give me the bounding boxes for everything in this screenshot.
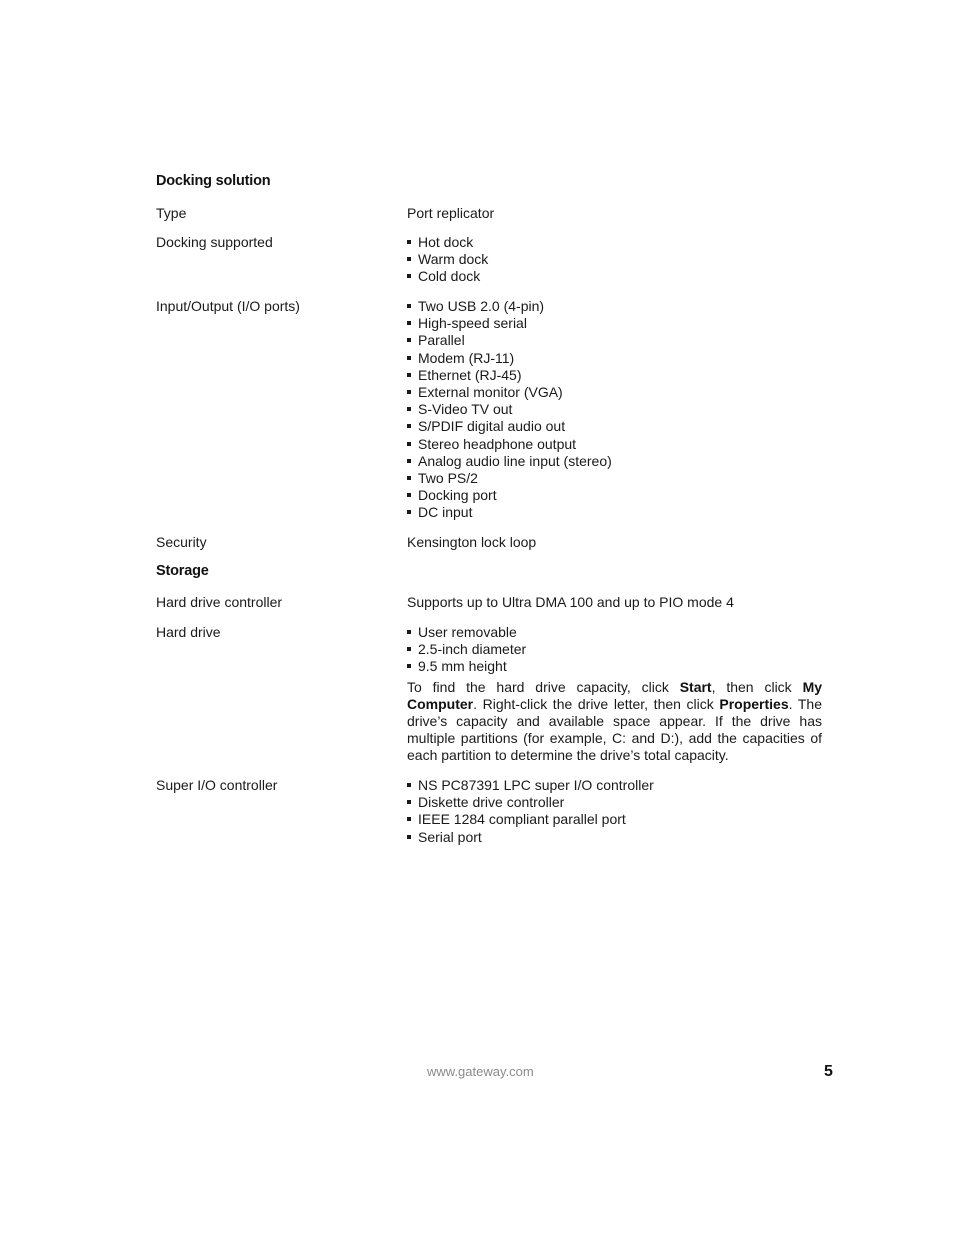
my-computer-term: My Computer	[407, 678, 823, 712]
spec-label: Type	[156, 205, 187, 221]
list-item: Hot dock	[407, 234, 827, 251]
list-item: DC input	[407, 504, 827, 521]
section-heading-docking: Docking solution	[156, 173, 271, 189]
list-item: Ethernet (RJ-45)	[407, 367, 827, 384]
list-item: Two PS/2	[407, 470, 827, 487]
page-number: 5	[824, 1063, 833, 1080]
properties-term: Properties	[719, 695, 789, 712]
hard-drive-capacity-note: To find the hard drive capacity, click Start, then click My Computer. Right-click the drive letter, then click Properties. The drive’s capacity and available space appear. If the drive has multiple partitions (for example, C: and D:), add the capacities of each partition to determine the drive’s total capacity.	[407, 678, 823, 763]
spec-label: Docking supported	[156, 234, 273, 250]
list-item: External monitor (VGA)	[407, 384, 827, 401]
spec-label: Super I/O controller	[156, 777, 278, 793]
footer-url: www.gateway.com	[427, 1064, 534, 1079]
section-heading-storage: Storage	[156, 563, 209, 579]
start-term: Start	[679, 678, 712, 695]
list-item: Modem (RJ-11)	[407, 350, 827, 367]
list-item: NS PC87391 LPC super I/O controller	[407, 777, 827, 794]
bullet-list	[407, 624, 827, 676]
spec-label: Input/Output (I/O ports)	[156, 298, 300, 314]
spec-value: Port replicator	[407, 205, 495, 221]
bullet-list	[407, 298, 827, 522]
list-item: 9.5 mm height	[407, 658, 827, 675]
list-item: 2.5-inch diameter	[407, 641, 827, 658]
list-item: S/PDIF digital audio out	[407, 418, 827, 435]
list-item: Serial port	[407, 829, 827, 846]
bullet-list	[407, 777, 827, 846]
spec-label: Hard drive controller	[156, 594, 283, 610]
list-item: Warm dock	[407, 251, 827, 268]
list-item: Two USB 2.0 (4-pin)	[407, 298, 827, 315]
spec-label: Security	[156, 534, 207, 550]
bullet-list	[407, 234, 827, 286]
list-item: S-Video TV out	[407, 401, 827, 418]
list-item: User removable	[407, 624, 827, 641]
list-item: IEEE 1284 compliant parallel port	[407, 811, 827, 828]
list-item: Docking port	[407, 487, 827, 504]
list-item: High-speed serial	[407, 315, 827, 332]
spec-label: Hard drive	[156, 624, 221, 640]
spec-value: Kensington lock loop	[407, 534, 537, 550]
spec-value: Supports up to Ultra DMA 100 and up to PIO mode 4	[407, 594, 734, 610]
list-item: Analog audio line input (stereo)	[407, 453, 827, 470]
list-item: Cold dock	[407, 268, 827, 285]
list-item: Parallel	[407, 332, 827, 349]
list-item: Stereo headphone output	[407, 436, 827, 453]
list-item: Diskette drive controller	[407, 794, 827, 811]
